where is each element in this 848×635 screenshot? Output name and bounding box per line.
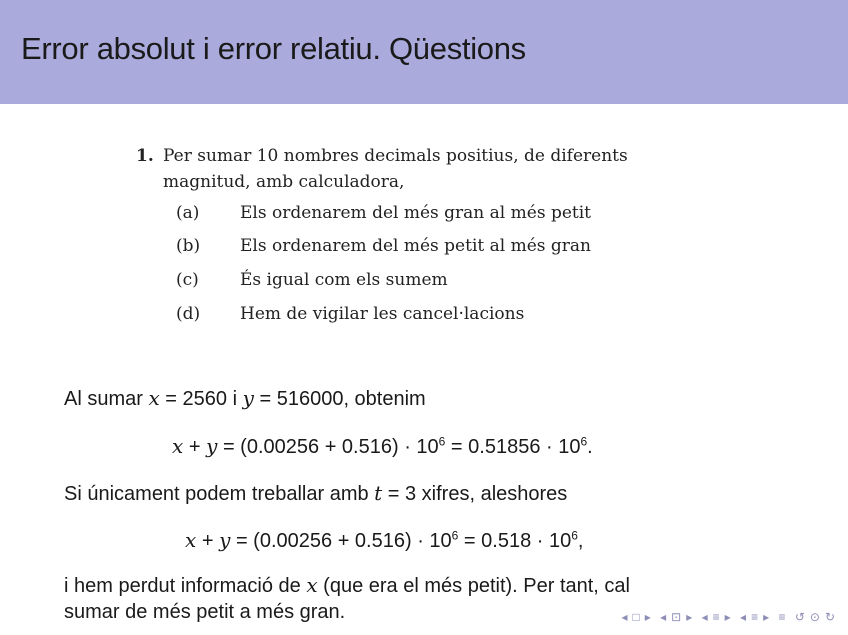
option-b: [176, 236, 591, 256]
back-icon[interactable]: ↺: [794, 610, 806, 624]
nav-prev-subsection-icon[interactable]: ◂: [660, 610, 668, 624]
search-icon[interactable]: ⊙: [809, 610, 821, 624]
nav-next-subsection-icon[interactable]: ▸: [686, 610, 694, 624]
var-x: x: [148, 386, 160, 410]
nav-next-part-icon[interactable]: ▸: [763, 610, 771, 624]
option-text: Els ordenarem del més gran al més petit: [240, 203, 591, 223]
option-label: (a): [176, 203, 200, 223]
question-text: Per sumar 10 nombres decimals positius, de diferents magnitud, amb calculadora,: [163, 146, 628, 192]
option-d: [176, 304, 524, 324]
option-label: (c): [176, 270, 199, 290]
nav-next-section-icon[interactable]: ▸: [724, 610, 732, 624]
var-t: t: [374, 481, 383, 505]
explanation-line-4: sumar de més petit a més gran.: [64, 601, 346, 623]
frame-icon[interactable]: □: [632, 610, 641, 624]
nav-prev-part-icon[interactable]: ◂: [740, 610, 748, 624]
part-icon[interactable]: ≡: [751, 610, 760, 624]
forward-icon[interactable]: ↻: [824, 610, 836, 624]
align-icon[interactable]: ≡: [778, 610, 787, 624]
option-text: És igual com els sumem: [240, 270, 448, 290]
beamer-navigation-bar: [617, 610, 836, 624]
nav-prev-section-icon[interactable]: ◂: [701, 610, 709, 624]
question-number: 1.: [136, 146, 154, 166]
question-block: [136, 143, 716, 195]
equation-1: $x + y = (0.00256 + 0.516) \cdot 10^6 = 0.51856 \cdot 10^6$.: [172, 434, 593, 458]
subsection-icon[interactable]: ⊡: [671, 610, 683, 624]
slide-header: [0, 0, 848, 104]
section-icon[interactable]: ≡: [712, 610, 721, 624]
option-a: [176, 203, 591, 223]
nav-prev-frame-icon[interactable]: ◂: [621, 610, 629, 624]
option-label: (b): [176, 236, 201, 256]
explanation-line-2: Si únicament podem treballar amb t = 3 xifres, aleshores: [64, 481, 568, 505]
explanation-line-3: i hem perdut informació de x (que era el més petit). Per tant, cal: [64, 573, 630, 597]
option-text: Hem de vigilar les cancel·lacions: [240, 304, 525, 324]
option-c: [176, 270, 448, 290]
explanation-line-1: Al sumar x = 2560 i y = 516000, obtenim: [64, 386, 426, 410]
option-label: (d): [176, 304, 201, 324]
equation-2: $x + y = (0.00256 + 0.516) \cdot 10^6 = 0.518 \cdot 10^6$,: [185, 528, 584, 552]
nav-next-frame-icon[interactable]: ▸: [644, 610, 652, 624]
slide-title: Error absolut i error relatiu. Qüestions: [21, 31, 526, 66]
var-x: x: [306, 573, 318, 597]
option-text: Els ordenarem del més petit al més gran: [240, 236, 591, 256]
var-y: y: [242, 386, 254, 410]
